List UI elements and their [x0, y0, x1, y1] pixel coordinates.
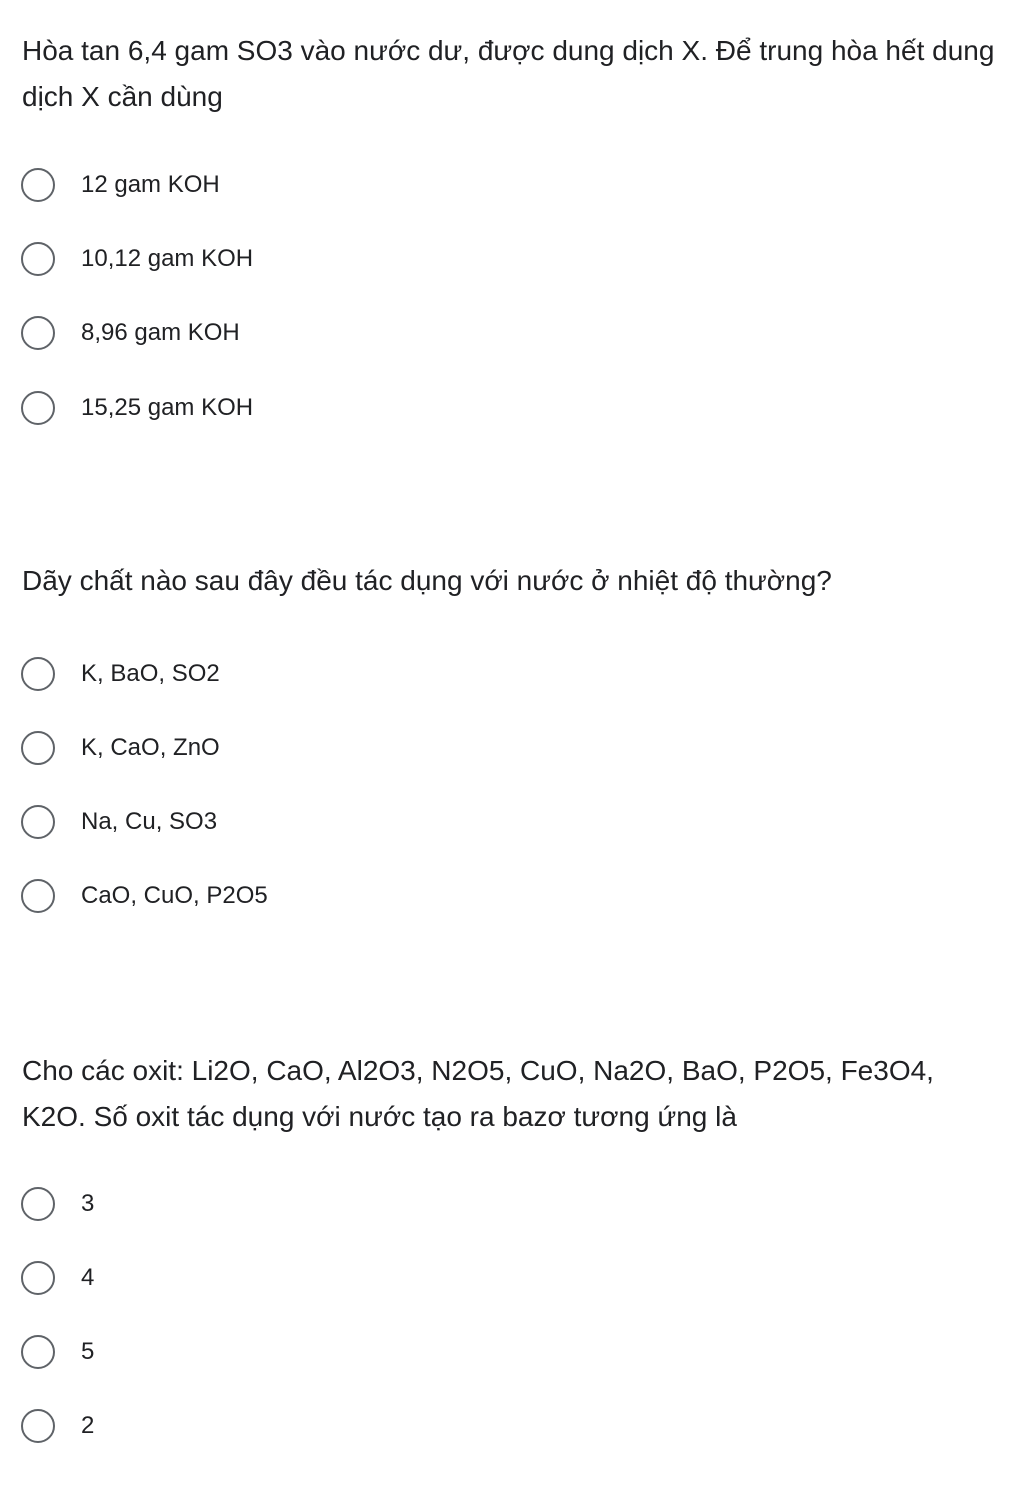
option-label: 5 — [81, 1338, 95, 1365]
option-label: Na, Cu, SO3 — [81, 808, 218, 835]
option-item[interactable] — [0, 866, 600, 926]
radio-button[interactable] — [21, 657, 55, 691]
radio-button[interactable] — [21, 805, 55, 839]
option-item[interactable] — [0, 1248, 600, 1308]
option-item[interactable] — [0, 1396, 600, 1456]
option-item[interactable] — [0, 718, 600, 778]
question-title: Hòa tan 6,4 gam SO3 vào nước dư, được dung dịch X. Để trung hòa hết dung dịch X cần dùng — [22, 35, 995, 112]
option-item[interactable] — [0, 303, 600, 363]
option-item[interactable] — [0, 644, 600, 704]
radio-button[interactable] — [21, 391, 55, 425]
option-label: 3 — [81, 1190, 95, 1217]
option-item[interactable] — [0, 1174, 600, 1234]
option-item[interactable] — [0, 792, 600, 852]
option-label: 2 — [81, 1412, 95, 1439]
question-title: Dãy chất nào sau đây đều tác dụng với nước ở nhiệt độ thường? — [22, 565, 832, 596]
radio-button[interactable] — [21, 1187, 55, 1221]
option-item[interactable] — [0, 1322, 600, 1382]
radio-button[interactable] — [21, 1335, 55, 1369]
option-label: 12 gam KOH — [81, 171, 220, 198]
radio-button[interactable] — [21, 731, 55, 765]
radio-button[interactable] — [21, 168, 55, 202]
option-label: 8,96 gam KOH — [81, 319, 240, 346]
option-label: CaO, CuO, P2O5 — [81, 882, 268, 909]
option-item[interactable] — [0, 378, 600, 438]
option-item[interactable] — [0, 155, 600, 215]
option-label: K, CaO, ZnO — [81, 734, 220, 761]
question-title: Cho các oxit: Li2O, CaO, Al2O3, N2O5, CuO, Na2O, BaO, P2O5, Fe3O4, K2O. Số oxit tác dụng với nước tạo ra bazơ tương ứng là — [22, 1055, 934, 1132]
option-label: 4 — [81, 1264, 95, 1291]
option-label: 15,25 gam KOH — [81, 394, 254, 421]
radio-button[interactable] — [21, 242, 55, 276]
option-label: K, BaO, SO2 — [81, 660, 220, 687]
radio-button[interactable] — [21, 316, 55, 350]
radio-button[interactable] — [21, 879, 55, 913]
radio-button[interactable] — [21, 1409, 55, 1443]
option-label: 10,12 gam KOH — [81, 245, 254, 272]
option-item[interactable] — [0, 229, 600, 289]
radio-button[interactable] — [21, 1261, 55, 1295]
